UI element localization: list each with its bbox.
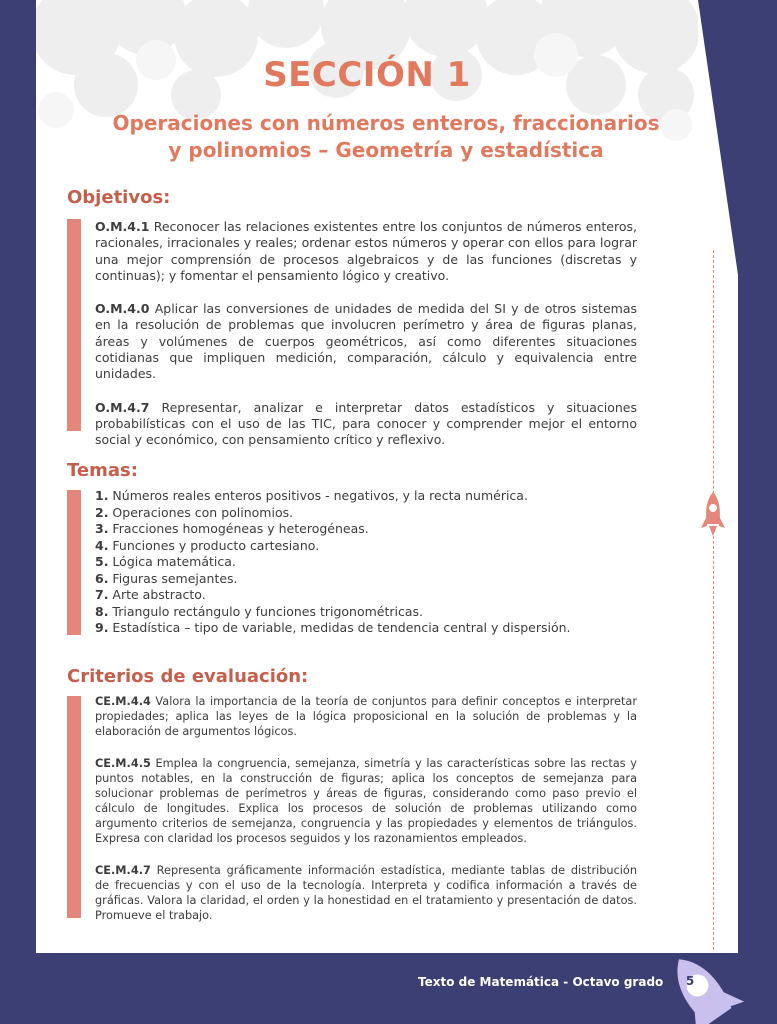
objectives-list [95, 219, 637, 466]
objective-item: O.M.4.0 Aplicar las conversiones de unidades de medida del SI y de otros sistemas en la resolución de problemas que involucren perímetro y área de figuras planas, áreas y volúmenes de cuerpos geométricos, así como diferentes situaciones cotidianas que impliquen medición, comparación, cálculo y equivalencia entre unidades. [95, 301, 637, 382]
content-page [36, 0, 698, 953]
topics-list [95, 488, 637, 637]
criteria-list [95, 694, 637, 940]
objective-item: O.M.4.7 Representar, analizar e interpretar datos estadísticos y situaciones probabilísticas con el uso de las TIC, para conocer y comprender mejor el entorno social y económico, con pensamiento crítico y reflexivo. [95, 399, 637, 448]
section-subtitle [76, 110, 696, 164]
topic-item: 3. Fracciones homogéneas y heterogéneas. [95, 521, 369, 536]
objective-item: O.M.4.1 Reconocer las relaciones existentes entre los conjuntos de números enteros, racionales, irracionales y reales; ordenar estos números y operar con ellos para lograr una mejor comprensión de procesos algebraicos y de las funciones (discretas y continuas); y fomentar el pensamiento lógico y creativo. [95, 219, 637, 283]
topic-item: 4. Funciones y producto cartesiano. [95, 537, 320, 553]
footer-rocket-icon [655, 952, 750, 1024]
section-title: SECCIÓN 1 [263, 55, 471, 95]
criterion-item: CE.M.4.5 Emplea la congruencia, semejanza, simetría y las características sobre las rectas y puntos notables, en la construcción de figuras; aplica los conceptos de semejanza para solucionar problemas de perímetros y áreas de figuras, considerando como paso previo el cálculo de longitudes. Explica los procesos de solución de problemas utilizando como argumento criterios de semejanza, congruencia y las propiedades y elementos de triángulos. Expresa con claridad los procesos seguidos y los razonamientos empleados. [95, 757, 637, 845]
topic-item: 1. Números reales enteros positivos - negativos, y la recta numérica. [95, 488, 528, 503]
criteria-bar [67, 696, 81, 918]
criteria-heading: Criterios de evaluación: [67, 666, 309, 687]
rocket-icon [698, 490, 728, 540]
page-fold [698, 0, 738, 953]
objectives-bar [67, 219, 81, 431]
topics-block [95, 488, 637, 637]
topic-item: 9. Estadística – tipo de variable, medidas de tendencia central y dispersión. [95, 620, 571, 635]
subtitle-line-2: y polinomios – Geometría y estadística [168, 138, 604, 162]
topic-item: 7. Arte abstracto. [95, 587, 206, 602]
footer-text: Texto de Matemática - Octavo grado [418, 975, 664, 989]
topic-item: 2. Operaciones con polinomios. [95, 504, 294, 520]
criterion-item: CE.M.4.7 Representa gráficamente información estadística, mediante tablas de distribución de frecuencias y con el uso de la tecnología. Interpreta y codifica información a través de gráficas. Valora la claridad, el orden y la honestidad en el tratamiento y presentación de datos. Promueve el trabajo. [95, 864, 637, 922]
topic-item: 6. Figuras semejantes. [95, 570, 238, 586]
topics-bar [67, 490, 81, 635]
topic-item: 5. Lógica matemática. [95, 554, 236, 569]
dashed-line [713, 250, 714, 950]
subtitle-line-1: Operaciones con números enteros, fraccionarios [112, 111, 660, 135]
criterion-item: CE.M.4.4 Valora la importancia de la teoría de conjuntos para definir conceptos e interpretar propiedades; aplica las leyes de la lógica proposicional en la solución de problemas y la elaboración de argumentos lógicos. [95, 695, 637, 738]
topics-heading: Temas: [67, 460, 138, 481]
topic-item: 8. Triangulo rectángulo y funciones trigonométricas. [95, 603, 424, 619]
objectives-heading: Objetivos: [67, 187, 171, 208]
page-number: 5 [685, 974, 695, 988]
